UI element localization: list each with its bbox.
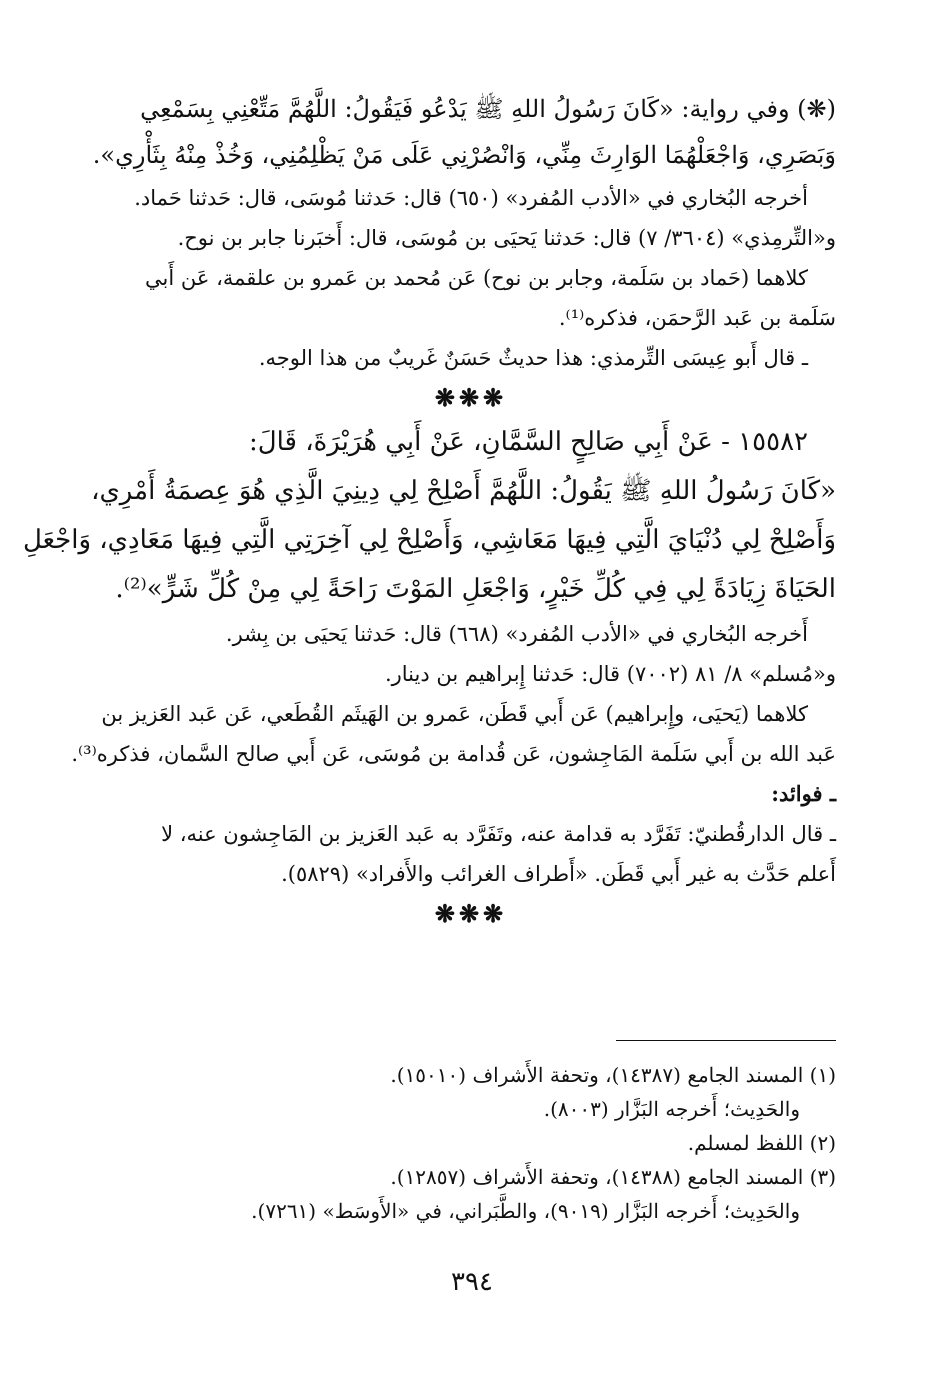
grading-line: ـ قال أَبو عِيسَى التِّرمذي: هذا حديثٌ حَسَنٌ غَريبٌ من هذا الوجه. (258, 346, 808, 370)
isnad-line: عَبد الله بن أَبي سَلَمة المَاجِشون، عَن قُدامة بن مُوسَى، عَن أَبي صالح السَّمان، فذكره⁽³⁾. (71, 742, 836, 766)
page-body (22, 86, 836, 934)
isnad-line: سَلَمة بن عَبد الرَّحمَن، فذكره⁽¹⁾. (558, 306, 836, 330)
hadith-text-line: الحَيَاةَ زِيَادَةً لِي فِي كُلِّ خَيْرٍ، وَاجْعَلِ المَوْتَ رَاحَةً لِي مِنْ كُلِّ شَرٍّ»⁽²⁾. (115, 574, 836, 604)
footnote-line: والحَدِيث؛ أَخرجه البَزَّار (٨٠٠٣). (543, 1097, 800, 1121)
hadith-text-line: «كَانَ رَسُولُ اللهِ ﷺ يَقُولُ: اللَّهُمَّ أَصْلِحْ لِي دِينِيَ الَّذِي هُوَ عِصمَةُ أَمْرِي، (91, 476, 836, 506)
footnote-line: (١) المسند الجامع (١٤٣٨٧)، وتحفة الأَشراف (١٥٠١٠). (390, 1063, 836, 1087)
takhrij-line: و«مُسلم» ٨/ ٨١ (٧٠٠٢) قال: حَدثنا إِبراهيم بن دينار. (384, 662, 836, 686)
footnote-line: (٢) اللفظ لمسلم. (687, 1131, 836, 1155)
fawaid-line: ـ قال الدارقُطنيّ: تَفَرَّد به قدامة عنه، وتَفَرَّد به عَبد العَزيز بن المَاجِشون عنه، لا (161, 822, 836, 846)
takhrij-line: أخرجه البُخاري في «الأدب المُفرد» (٦٥٠) قال: حَدثنا مُوسَى، قال: حَدثنا حَماد. (134, 186, 808, 210)
fawaid-label: ـ فوائد: (771, 781, 836, 806)
hadith-text-line: وَأَصْلِحْ لِي دُنْيَايَ الَّتِي فِيهَا مَعَاشِي، وَأَصْلِحْ لِي آخِرَتِي الَّتِي فِيهَا مَعَادِي، وَاجْعَلِ (22, 525, 836, 555)
fawaid-line: أَعلم حَدَّث به غير أَبي قَطَن. «أَطراف الغرائب والأَفراد» (٥٨٢٩). (281, 862, 836, 886)
footnote-line: (٣) المسند الجامع (١٤٣٨٨)، وتحفة الأَشراف (١٢٨٥٧). (390, 1165, 836, 1189)
text-line: وَبَصَرِي، وَاجْعَلْهُمَا الوَارِثَ مِنِّي، وَانْصُرْنِي عَلَى مَنْ يَظْلِمُنِي، وَخُذْ مِنْهُ بِثَأْرِي». (92, 141, 836, 169)
takhrij-line: أَخرجه البُخاري في «الأدب المُفرد» (٦٦٨) قال: حَدثنا يَحيَى بن بِشر. (225, 622, 808, 646)
footnote-divider (616, 1040, 836, 1041)
takhrij-line: و«التِّرمِذي» (٣٦٠٤/ ٧) قال: حَدثنا يَحيَى بن مُوسَى، قال: أَخبَرنا جابر بن نوح. (177, 226, 836, 250)
footnotes (106, 1058, 836, 1228)
isnad-line: كلاهما (يَحيَى، وإِبراهيم) عَن أَبي قَطَن، عَمرو بن الهَيثَم القُطَعي، عَن عَبد العَزيز بن (101, 702, 808, 726)
page-number: ٣٩٤ (451, 1267, 493, 1297)
section-separator: ❋❋❋ (434, 383, 508, 412)
text-line: (❋) وفي رواية: «كَانَ رَسُولُ اللهِ ﷺ يَدْعُو فَيَقُولُ: اللَّهُمَّ مَتِّعْنِي بِسَمْعِي (140, 95, 836, 123)
isnad-line: كلاهما (حَماد بن سَلَمة، وجابر بن نوح) عَن مُحمد بن عَمرو بن علقمة، عَن أَبي (145, 266, 808, 290)
footnote-line: والحَدِيث؛ أَخرجه البَزَّار (٩٠١٩)، والطَّبَراني، في «الأَوسَط» (٧٢٦١). (251, 1199, 800, 1223)
hadith-heading: ١٥٥٨٢ - عَنْ أَبِي صَالِحٍ السَّمَّانِ، عَنْ أَبِي هُرَيْرَةَ، قَالَ: (248, 427, 808, 457)
section-separator: ❋❋❋ (434, 899, 508, 928)
